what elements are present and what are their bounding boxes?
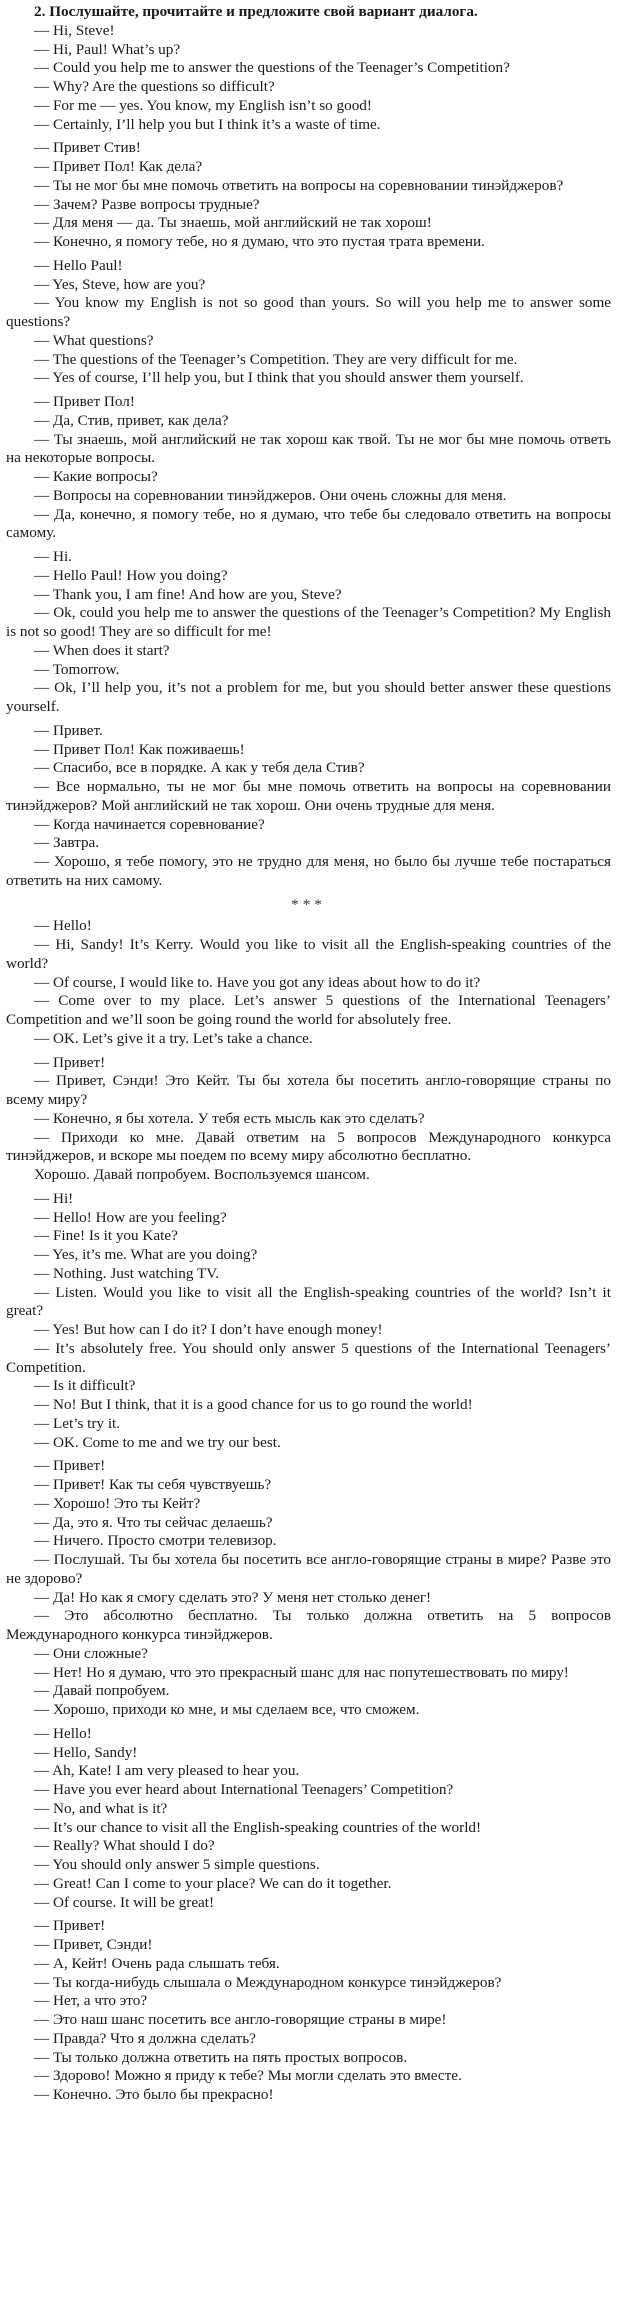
dialogue-line: — Привет Пол! Как дела? <box>34 158 203 175</box>
dialogue-line: — Правда? Что я должна сделать? <box>34 2029 256 2047</box>
dialogue-line: — Hi, Sandy! It’s Kerry. Would you like to visit all the English-speaking countries of the world? <box>6 936 611 972</box>
dialogue-line: — Хорошо, я тебе помогу, это не трудно для меня, но было бы лучше тебе постараться ответить на них самому. <box>6 853 611 889</box>
dialogue-line: Хорошо. Давай попробуем. Воспользуемся шансом. <box>34 1166 370 1183</box>
dialogue-line: — OK. Let’s give it a try. Let’s take a chance. <box>34 1029 313 1047</box>
dialogue-block <box>6 393 611 543</box>
dialogue-line: — The questions of the Teenager’s Competition. They are very difficult for me. <box>34 350 518 368</box>
dialogue-line: — Certainly, I’ll help you but I think it’s a waste of time. <box>34 115 381 133</box>
dialogue-line: — Of course, I would like to. Have you got any ideas about how to do it? <box>34 973 481 991</box>
dialogue-line: — Привет! <box>34 1457 106 1475</box>
dialogue-section-1 <box>6 22 611 891</box>
dialogue-block <box>6 1917 611 2105</box>
dialogue-line: — Yes of course, I’ll help you, but I think that you should answer them yourself. <box>34 369 524 387</box>
dialogue-line: — Они сложные? <box>34 1644 148 1662</box>
dialogue-line: — What questions? <box>34 331 154 349</box>
dialogue-line: — Конечно, я бы хотела. У тебя есть мысль как это сделать? <box>34 1109 425 1127</box>
dialogue-line: — Вопросы на соревновании тинэйджеров. Они очень сложны для меня. <box>34 486 507 504</box>
dialogue-line: — Да! Но как я смогу сделать это? У меня нет столько денег! <box>34 1588 432 1606</box>
dialogue-line: — Fine! Is it you Kate? <box>34 1227 178 1245</box>
dialogue-line: — Давай попробуем. <box>34 1682 170 1700</box>
dialogue-line: — Привет! <box>34 1917 106 1935</box>
dialogue-line: — Hello! <box>34 1724 92 1742</box>
dialogue-line: — Ok, I’ll help you, it’s not a problem for me, but you should better answer these questions yourself. <box>6 679 611 715</box>
dialogue-line: — Hello! How are you feeling? <box>34 1208 227 1226</box>
dialogue-line: — Привет, Сэнди! Это Кейт. Ты бы хотела бы посетить англо-говорящие страны по всему миру? <box>6 1072 611 1108</box>
dialogue-line: — When does it start? <box>34 641 170 659</box>
dialogue-line: — Привет! Как ты себя чувствуешь? <box>34 1476 272 1493</box>
dialogue-line: — Hello Paul! How you doing? <box>34 566 228 584</box>
dialogue-block <box>6 548 611 717</box>
dialogue-line: — Да, это я. Что ты сейчас делаешь? <box>34 1513 273 1531</box>
dialogue-line: — Конечно. Это было бы прекрасно! <box>34 2086 274 2103</box>
dialogue-line: — Yes, Steve, how are you? <box>34 275 206 293</box>
dialogue-line: — Какие вопросы? <box>34 468 158 485</box>
dialogue-block <box>6 1054 611 1185</box>
dialogue-line: — Привет, Сэнди! <box>34 1936 153 1953</box>
dialogue-line: — Зачем? Разве вопросы трудные? <box>34 195 260 213</box>
dialogue-line: — Да, конечно, я помогу тебе, но я думаю, что тебе бы следовало ответить на вопросы самому. <box>6 505 611 542</box>
dialogue-line: — Привет. <box>34 721 103 739</box>
dialogue-line: — Ok, could you help me to answer the questions of the Teenager’s Competition? My English is not so good! They are so difficult for me! <box>6 604 611 640</box>
dialogue-block <box>6 139 611 252</box>
dialogue-line: — For me — yes. You know, my English isn’t so good! <box>34 96 372 114</box>
dialogue-line: — Ты только должна ответить на пять простых вопросов. <box>34 2048 408 2066</box>
dialogue-line: — Hi! <box>34 1189 74 1207</box>
dialogue-line: — You should only answer 5 simple questions. <box>34 1856 320 1873</box>
dialogue-line: — Ah, Kate! I am very pleased to hear you. <box>34 1762 300 1780</box>
dialogue-line: — Hello, Sandy! <box>34 1743 138 1761</box>
dialogue-block <box>6 722 611 891</box>
dialogue-line: — Come over to my place. Let’s answer 5 questions of the International Teenagers’ Competition and we’ll soon be going round the world for absolutely free. <box>6 992 611 1028</box>
dialogue-line: — Нет, а что это? <box>34 1992 148 2010</box>
dialogue-block <box>6 1457 611 1720</box>
dialogue-line: — Why? Are the questions so difficult? <box>34 78 275 95</box>
dialogue-block <box>6 1190 611 1453</box>
dialogue-line: — No, and what is it? <box>34 1799 168 1817</box>
dialogue-line: — Yes, it’s me. What are you doing? <box>34 1246 258 1263</box>
dialogue-block <box>6 917 611 1048</box>
dialogue-section-2 <box>6 917 611 2105</box>
dialogue-line: — Привет Пол! Как поживаешь! <box>34 740 245 758</box>
dialogue-line: — Завтра. <box>34 834 100 852</box>
dialogue-block <box>6 257 611 388</box>
dialogue-line: — Hi, Steve! <box>34 21 115 39</box>
dialogue-line: — Привет! <box>34 1053 106 1071</box>
dialogue-line: — Hello! <box>34 917 92 935</box>
dialogue-block <box>6 1725 611 1913</box>
dialogue-line: — Of course. It will be great! <box>34 1893 215 1911</box>
dialogue-line: — Tomorrow. <box>34 660 120 678</box>
dialogue-line: — Хорошо, приходи ко мне, и мы сделаем все, что сможем. <box>34 1701 420 1718</box>
dialogue-line: — Have you ever heard about International Teenagers’ Competition? <box>34 1781 454 1798</box>
dialogue-line: — Let’s try it. <box>34 1414 121 1432</box>
dialogue-block <box>6 22 611 135</box>
dialogue-line: — Hi. <box>34 548 72 565</box>
dialogue-line: — Конечно, я помогу тебе, но я думаю, что это пустая трата времени. <box>34 233 485 250</box>
section-separator: *** <box>291 895 326 913</box>
dialogue-line: — Could you help me to answer the questions of the Teenager’s Competition? <box>34 59 510 77</box>
dialogue-line: — Hi, Paul! What’s up? <box>34 40 181 58</box>
dialogue-line: — Ты знаешь, мой английский не так хорош как твой. Ты не мог бы мне помочь ответь на некоторые вопросы. <box>6 430 611 467</box>
dialogue-line: — No! But I think, that it is a good chance for us to go round the world! <box>34 1396 473 1413</box>
dialogue-line: — Привет Пол! <box>34 393 135 410</box>
dialogue-line: — Listen. Would you like to visit all the English-speaking countries of the world? Isn’t it great? <box>6 1283 611 1320</box>
dialogue-line: — Really? What should I do? <box>34 1837 215 1855</box>
dialogue-line: — Great! Can I come to your place? We can do it together. <box>34 1874 392 1892</box>
dialogue-line: — А, Кейт! Очень рада слышать тебя. <box>34 1954 280 1972</box>
dialogue-line: — It’s absolutely free. You should only answer 5 questions of the International Teenagers’ Competition. <box>6 1339 611 1376</box>
dialogue-line: — Спасибо, все в порядке. А как у тебя дела Стив? <box>34 759 365 777</box>
exercise-title: 2. Послушайте, прочитайте и предложите свой вариант диалога. <box>34 3 478 20</box>
dialogue-line: — Это наш шанс посетить все англо-говорящие страны в мире! <box>34 2011 447 2028</box>
dialogue-line: — Ничего. Просто смотри телевизор. <box>34 1532 277 1550</box>
dialogue-line: — Yes! But how can I do it? I don’t have enough money! <box>34 1321 383 1338</box>
dialogue-line: — OK. Come to me and we try our best. <box>34 1433 281 1451</box>
dialogue-line: — Здорово! Можно я приду к тебе? Мы могли сделать это вместе. <box>34 2067 462 2085</box>
dialogue-line: — Приходи ко мне. Давай ответим на 5 вопросов Международного конкурса тинэйджеров, и вскоре мы поедем по всему миру абсолютно бесплатно. <box>6 1128 611 1165</box>
dialogue-line: — Послушай. Ты бы хотела бы посетить все англо-говорящие страны в мире? Разве это не здорово? <box>6 1551 611 1587</box>
dialogue-line: — Хорошо! Это ты Кейт? <box>34 1494 201 1512</box>
dialogue-line: — Привет Стив! <box>34 139 141 157</box>
dialogue-line: — Nothing. Just watching TV. <box>34 1264 220 1282</box>
dialogue-line: — Thank you, I am fine! And how are you, Steve? <box>34 585 342 603</box>
dialogue-line: — Ты не мог бы мне помочь ответить на вопросы на соревновании тинэйджеров? <box>34 176 564 194</box>
dialogue-line: — You know my English is not so good than yours. So will you help me to answer some questions? <box>6 294 611 330</box>
dialogue-line: — Все нормально, ты не мог бы мне помочь ответить на вопросы на соревновании тинэйджеров? Мой английский не так хорош. Они очень трудные для меня. <box>6 778 611 814</box>
dialogue-line: — Hello Paul! <box>34 256 123 274</box>
dialogue-line: — Для меня — да. Ты знаешь, мой английский не так хорош! <box>34 214 432 232</box>
dialogue-line: — Ты когда-нибудь слышала о Международном конкурсе тинэйджеров? <box>34 1973 502 1991</box>
dialogue-line: — Это абсолютно бесплатно. Ты только должна ответить на 5 вопросов Международного конкурса тинэйджеров. <box>6 1607 611 1643</box>
dialogue-line: — Когда начинается соревнование? <box>34 815 265 833</box>
dialogue-line: — It’s our chance to visit all the English-speaking countries of the world! <box>34 1818 482 1836</box>
dialogue-line: — Is it difficult? <box>34 1377 136 1395</box>
dialogue-line: — Нет! Но я думаю, что это прекрасный шанс для нас попутешествовать по миру! <box>34 1663 569 1681</box>
dialogue-line: — Да, Стив, привет, как дела? <box>34 411 229 429</box>
